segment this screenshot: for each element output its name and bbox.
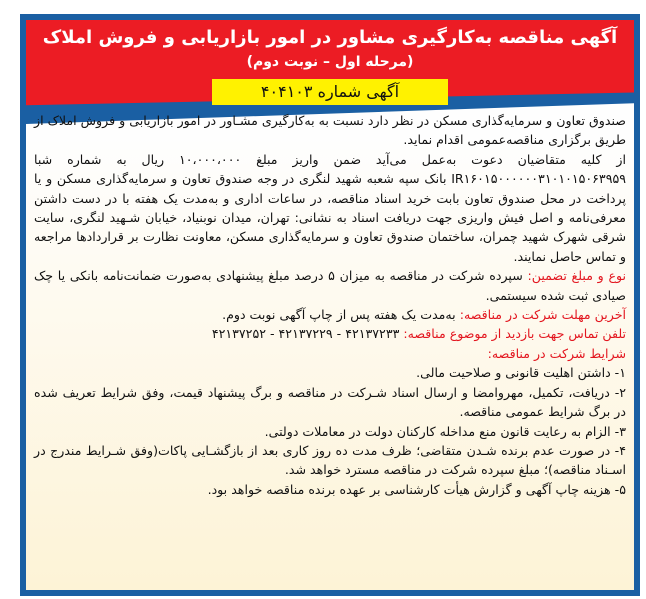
guarantee-text: سپرده شرکت در مناقصه به میزان ۵ درصد مبلغ پیشنهادی به‌صورت ضمانت‌نامه بانکی یا چک صیادی ثبت شده سیستمی. <box>34 268 626 303</box>
deadline-label: آخرین مهلت شرکت در مناقصه: <box>459 307 626 323</box>
notice-number: آگهی شماره ۴۰۴۱۰۳ <box>212 79 448 105</box>
guarantee-paragraph <box>34 266 626 305</box>
invitation-paragraph: از کلیه متقاضیان دعوت به‌عمل می‌آید ضمن واریز مبلغ ۱۰،۰۰۰،۰۰۰ ریال به شماره شبا IR۱۶۰۱۵۰۰۰۰۰۰۳۱۰۱۰۱۵۰۶۳۹۵۹ بانک سپه شعبه شهید لنگری در وجه صندوق تعاون و سرمایه‌گذاری مسکن و یا پرداخت در محل صندوق تعاون بابت خرید اسناد مناقصه، در ساعات اداری و به‌مدت یک هفته با در دست داشتن معرفی‌نامه و اصل فیش واریزی جهت دریافت اسناد به نشانی: تهران، میدان نوبنیاد، خیابان شـهید لنگری، سایت شرقی شهرک شهید چمران، ساختمان صندوق تعاون و سرمایه‌گذاری مسکن، معاونت نظارت بر قراردادها مراجعه و تماس حاصل نمایند. <box>34 151 627 264</box>
condition-item: ۲- دریافت، تکمیل، مهروامضا و ارسال اسناد شـرکت در مناقصه و برگ پیشنهاد قیمت، وفق شرایط تعریف شده در برگ شرایط عمومی مناقصه. <box>34 384 626 420</box>
notice-title: آگهی مناقصه به‌کارگیری مشاور در امور بازاریابی و فروش املاک <box>42 27 618 48</box>
condition-item: ۳- الزام به رعایت قانون منع مداخله کارکنان دولت در معاملات دولتی. <box>264 423 626 439</box>
guarantee-label: نوع و مبلغ تضمین: <box>527 268 626 284</box>
condition-item: ۵- هزینه چاپ آگهی و گزارش هیأت کارشناسی بر عهده برنده مناقصه خواهد بود. <box>207 481 626 497</box>
conditions-heading: شرایط شرکت در مناقصه: <box>487 345 626 361</box>
intro-paragraph: صندوق تعاون و سرمایه‌گذاری مسکن در نظر دارد نسبت به به‌کارگیری مشـاور در امور بازاریابی و فروش املاک از طریق برگزاری مناقصه‌عمومی اقدام نماید. <box>34 113 626 148</box>
deadline-text: به‌مدت یک هفته پس از چاپ آگهی نوبت دوم. <box>222 307 456 323</box>
phone-text: ۴۲۱۳۷۲۳۳ - ۴۲۱۳۷۲۲۹ - ۴۲۱۳۷۲۵۲ <box>211 326 400 342</box>
notice-subtitle: (مرحله اول – نوبت دوم) <box>246 54 414 70</box>
notice-body <box>26 20 634 590</box>
notice-frame <box>20 14 640 596</box>
notice-text <box>34 111 626 499</box>
notice-content <box>26 20 634 499</box>
phone-label: تلفن تماس جهت بازدید از موضوع مناقصه: <box>403 326 626 342</box>
phone-paragraph <box>34 324 626 343</box>
condition-item: ۱- داشتن اهلیت قانونی و صلاحیت مالی. <box>416 365 626 381</box>
condition-item: ۴- در صورت عدم برنده شـدن متقاضی؛ ظرف مدت ده روز کاری بعد از بازگشـایی پاکات(وفق شـرایط مندرج در اسـناد مناقصه)؛ مبلغ سپرده شرکت در مناقصه مسترد خواهد شد. <box>34 442 626 478</box>
deadline-paragraph <box>34 305 626 324</box>
